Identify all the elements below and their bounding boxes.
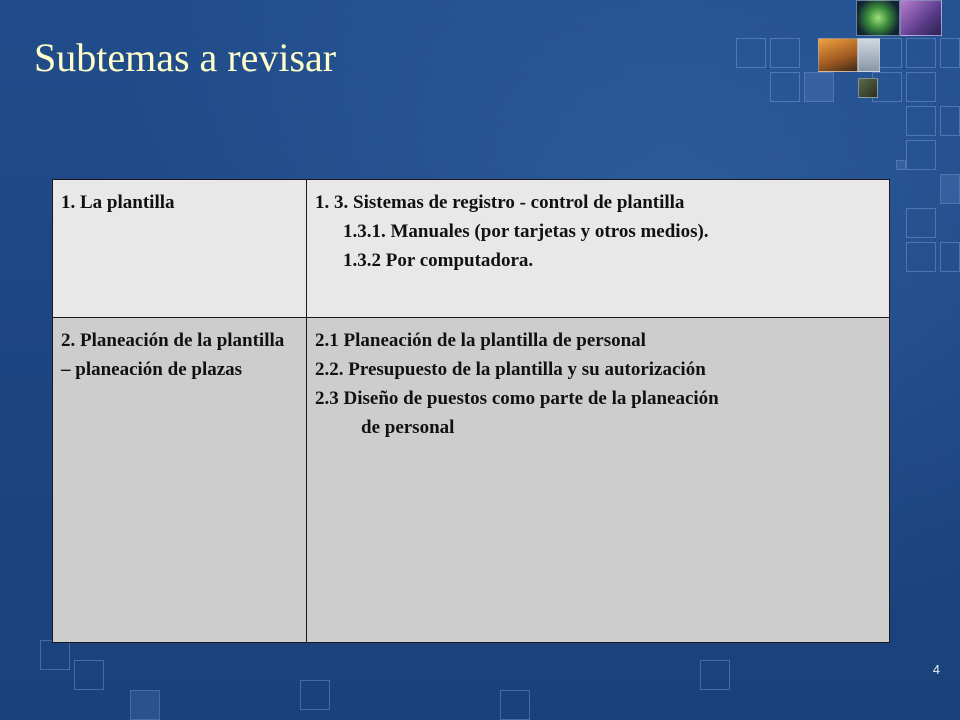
table-row xyxy=(53,318,890,643)
subtopic-line: 1.3.1. Manuales (por tarjetas y otros medios). xyxy=(343,221,709,242)
topic-label: 2. Planeación de la plantilla – planeación de plazas xyxy=(61,330,285,380)
subtopic-line: 2.1 Planeación de la plantilla de personal xyxy=(315,330,646,351)
photo-tile-keyboard xyxy=(858,38,880,72)
subtopic-line: 2.3 Diseño de puestos como parte de la planeación xyxy=(315,388,719,409)
subtopic-line: 2.2. Presupuesto de la plantilla y su autorización xyxy=(315,359,706,380)
page-number: 4 xyxy=(932,662,940,677)
subtopics-cell xyxy=(307,180,890,318)
topic-cell xyxy=(53,180,307,318)
table-row xyxy=(53,180,890,318)
subtopic-line: de personal xyxy=(361,417,455,438)
photo-tile-purple xyxy=(900,0,942,36)
topic-cell xyxy=(53,318,307,643)
subtopics-table xyxy=(52,179,890,643)
topic-label: 1. La plantilla xyxy=(61,192,175,213)
subtopics-cell xyxy=(307,318,890,643)
subtopic-line: 1. 3. Sistemas de registro - control de plantilla xyxy=(315,192,685,213)
slide-title: Subtemas a revisar xyxy=(34,35,337,80)
photo-tile-orange xyxy=(818,38,858,72)
photo-tile-small xyxy=(858,78,878,98)
photo-tile-green-eye xyxy=(856,0,900,36)
subtopic-line: 1.3.2 Por computadora. xyxy=(343,250,534,271)
